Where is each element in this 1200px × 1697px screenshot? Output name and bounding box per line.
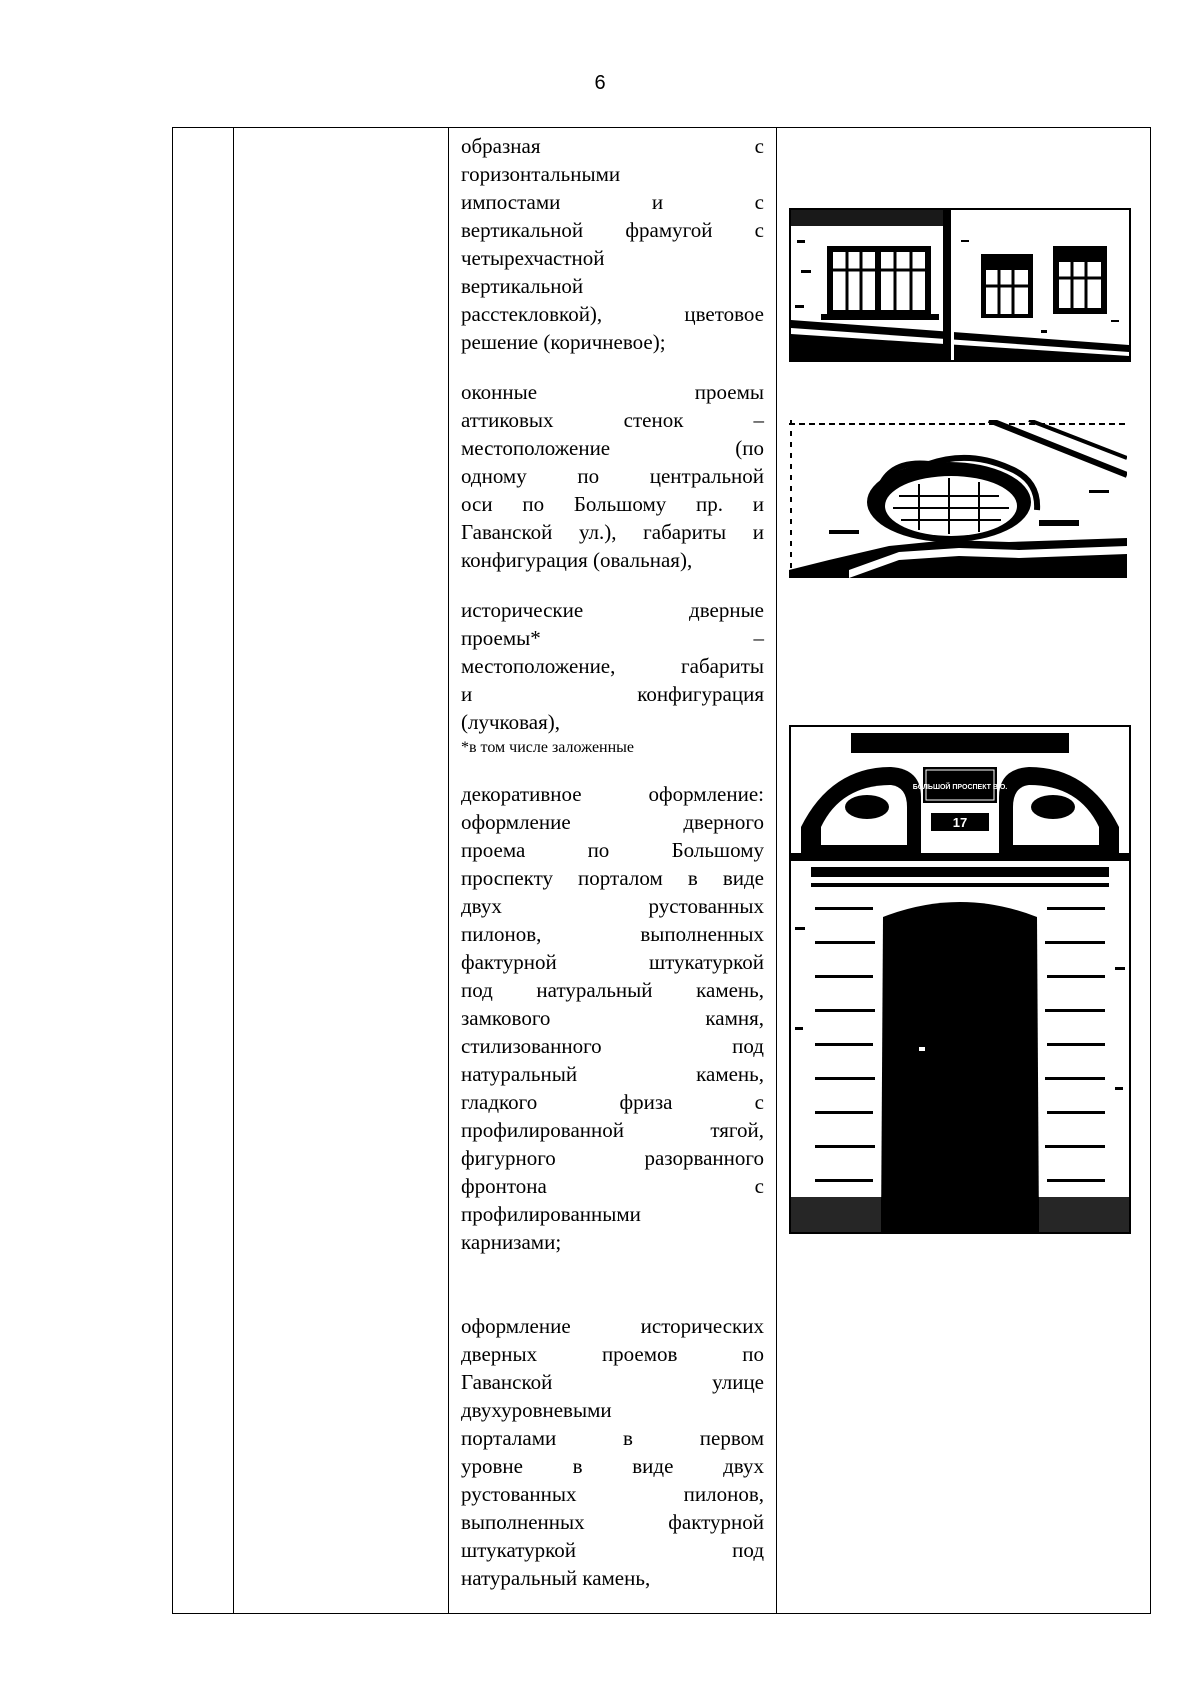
description-line: профилированной тягой,: [461, 1118, 764, 1142]
description-line: фактурной штукатуркой: [461, 950, 764, 974]
description-line: стилизованного под: [461, 1034, 764, 1058]
door-portal-image: [791, 727, 1129, 1232]
description-line: порталами в первом: [461, 1426, 764, 1450]
description-line: двух рустованных: [461, 894, 764, 918]
description-paragraph: [461, 378, 764, 574]
description-line: решение (коричневое);: [461, 330, 666, 354]
description-paragraph: [461, 596, 764, 758]
description-paragraph: [461, 132, 764, 356]
description-line: проема по Большому: [461, 838, 764, 862]
oval-window-photo: [789, 420, 1127, 578]
description-line: вертикальной: [461, 274, 584, 298]
description-line: местоположение, габариты: [461, 654, 764, 678]
description-line: натуральный камень,: [461, 1062, 764, 1086]
description-line: двухуровневыми: [461, 1398, 612, 1422]
footnote: *в том числе заложенные: [461, 739, 635, 756]
description-line: проспекту порталом в виде: [461, 866, 764, 890]
description-paragraph: [461, 780, 764, 1256]
description-line: рустованных пилонов,: [461, 1482, 764, 1506]
row-name-cell: [234, 128, 449, 1614]
description-line: дверных проемов по: [461, 1342, 764, 1366]
description-line: вертикальной фрамугой с: [461, 218, 764, 242]
description-line: импостами и с: [461, 190, 764, 214]
description-line: горизонтальными: [461, 162, 621, 186]
monument-table: [172, 127, 1151, 1614]
description-line: и конфигурация: [461, 682, 764, 706]
page-number: 6: [594, 72, 606, 94]
description-line: местоположение (по: [461, 436, 764, 460]
description-text: [461, 132, 764, 1592]
description-cell: [449, 128, 777, 1614]
description-line: выполненных фактурной: [461, 1510, 764, 1534]
description-line: карнизами;: [461, 1230, 562, 1254]
description-line: Гаванской ул.), габариты и: [461, 520, 764, 544]
description-line: оси по Большому пр. и: [461, 492, 764, 516]
description-line: исторические дверные: [461, 598, 764, 622]
description-line: конфигурация (овальная),: [461, 548, 693, 572]
description-line: пилонов, выполненных: [461, 922, 764, 946]
oval-window-image: [789, 420, 1127, 578]
description-line: одному по центральной: [461, 464, 764, 488]
house-number: 17: [952, 815, 968, 830]
description-line: уровне в виде двух: [461, 1454, 764, 1478]
windows-photo: [789, 208, 1131, 362]
description-line: профилированными: [461, 1202, 641, 1226]
description-line: штукатуркой под: [461, 1538, 764, 1562]
description-paragraph: [461, 1312, 764, 1592]
description-line: аттиковых стенок –: [461, 408, 764, 432]
description-line: натуральный камень,: [461, 1566, 651, 1590]
description-line: Гаванской улице: [461, 1370, 764, 1394]
description-line: проемы* –: [461, 626, 764, 650]
description-line: четырехчастной: [461, 246, 605, 270]
description-line: оформление дверного: [461, 810, 764, 834]
description-line: (лучковая),: [461, 710, 561, 734]
row-number-cell: [173, 128, 234, 1614]
description-line: декоративное оформление:: [461, 782, 764, 806]
windows-image: [791, 210, 1129, 360]
description-line: расстекловкой), цветовое: [461, 302, 764, 326]
street-sign-text: БОЛЬШОЙ ПРОСПЕКТ В.О.: [912, 784, 1008, 791]
description-line: под натуральный камень,: [461, 978, 764, 1002]
description-line: оконные проемы: [461, 380, 764, 404]
description-line: фронтона с: [461, 1174, 764, 1198]
photo-cell: [777, 128, 1151, 1614]
description-line: замкового камня,: [461, 1006, 764, 1030]
door-portal-photo: [789, 725, 1131, 1234]
description-line: фигурного разорванного: [461, 1146, 764, 1170]
description-line: образная с: [461, 134, 764, 158]
description-line: гладкого фриза с: [461, 1090, 764, 1114]
description-line: оформление исторических: [461, 1314, 764, 1338]
table-row: [173, 128, 1151, 1614]
